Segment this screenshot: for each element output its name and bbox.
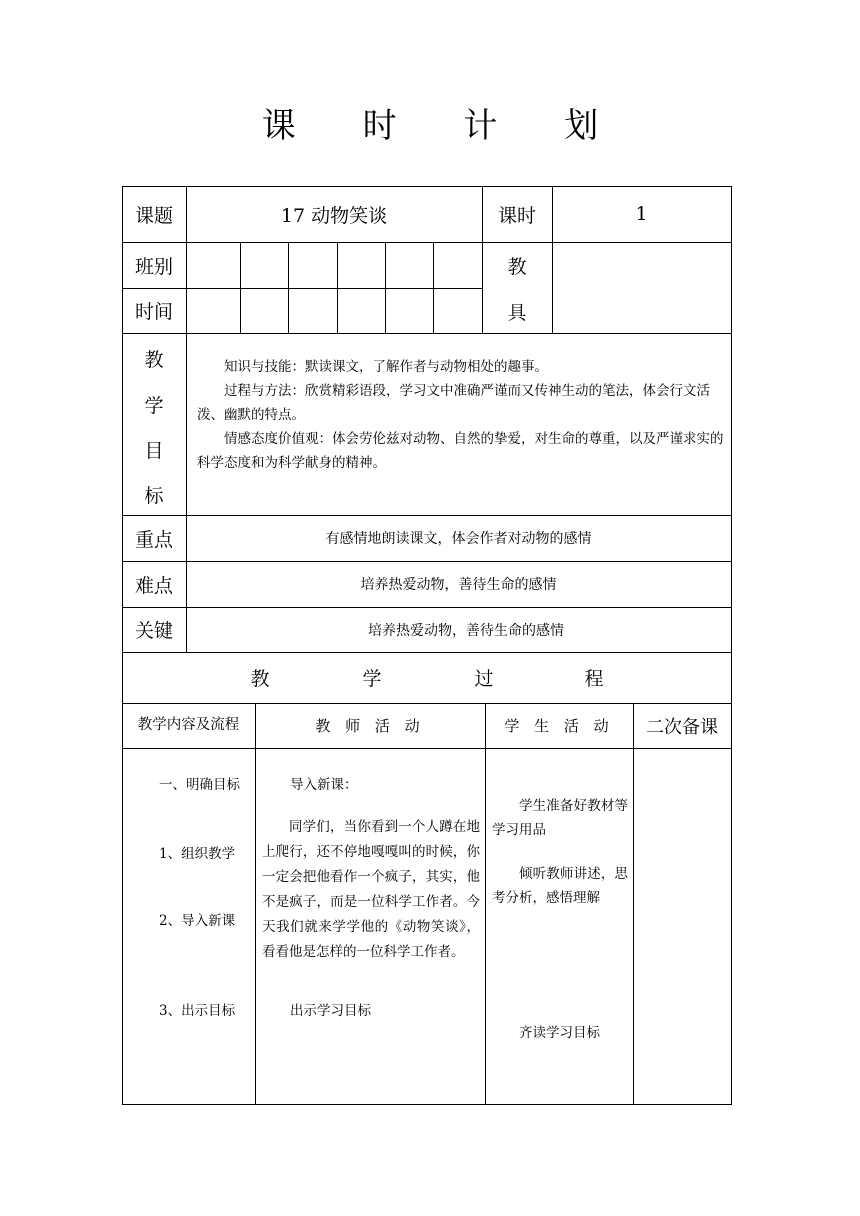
student-prepare: 学生准备好教材等学习用品 — [492, 798, 628, 838]
teacher-body: 同学们，当你看到一个人蹲在地上爬行，还不停地嘎嘎叫的时候，你一定会把他看作一个疯子，其实，他不是疯子，而是一位科学工作者。今天我们就来学学他的《动物笑谈》，看看他是怎样的一位科学工作者。 — [262, 819, 480, 960]
content-item: 一、明确目标 — [159, 777, 240, 793]
column-revision-header: 二次备课 — [646, 716, 718, 738]
content-item: 1、组织教学 — [159, 846, 236, 862]
objectives-content — [197, 355, 725, 475]
process-heading-char: 过 — [474, 668, 494, 690]
page-title: 课 时 计 划 — [261, 106, 627, 146]
tools-label-2: 具 — [507, 301, 527, 324]
objective-emotion: 情感态度价值观：体会劳伦兹对动物、自然的挚爱，对生命的尊重，以及严谨求实的科学态度和为科学献身的精神。 — [197, 431, 724, 471]
objectives-label-char: 学 — [144, 395, 164, 417]
topic-value: 17 动物笑谈 — [280, 204, 388, 227]
key-point-value: 有感情地朗读课文，体会作者对动物的感情 — [325, 531, 592, 547]
student-read: 齐读学习目标 — [519, 1025, 600, 1041]
process-heading-char: 学 — [362, 668, 382, 690]
objective-process: 过程与方法：欣赏精彩语段，学习文中准确严谨而又传神生动的笔法，体会行文活泼、幽默的特点。 — [197, 383, 710, 423]
column-teacher-header: 教 师 活 动 — [315, 717, 425, 735]
period-value: 1 — [635, 203, 648, 225]
column-student-header: 学 生 活 动 — [504, 717, 614, 735]
difficulty-label: 难点 — [134, 574, 173, 597]
process-heading-char: 程 — [584, 668, 604, 690]
objectives-label-char: 标 — [144, 485, 164, 507]
topic-label: 课题 — [134, 204, 173, 227]
class-label: 班别 — [134, 255, 173, 278]
key-label: 关键 — [134, 620, 173, 642]
tools-label-1: 教 — [507, 255, 527, 278]
objectives-label-char: 目 — [144, 440, 164, 462]
content-item: 2、导入新课 — [159, 913, 236, 929]
column-content-header: 教学内容及流程 — [137, 717, 240, 733]
time-label: 时间 — [134, 301, 173, 323]
key-point-label: 重点 — [134, 528, 173, 551]
teacher-show-objectives: 出示学习目标 — [290, 1003, 371, 1019]
objective-knowledge: 知识与技能：默读课文，了解作者与动物相处的趣事。 — [224, 359, 548, 375]
period-label: 课时 — [497, 204, 536, 227]
objectives-label-char: 教 — [144, 349, 164, 371]
difficulty-value: 培养热爱动物，善待生命的感情 — [360, 577, 557, 593]
teacher-intro: 导入新课： — [290, 777, 358, 793]
content-item: 3、出示目标 — [159, 1003, 236, 1019]
student-listen: 倾听教师讲述，思考分析，感悟理解 — [492, 866, 628, 906]
key-value: 培养热爱动物，善待生命的感情 — [368, 622, 564, 639]
process-heading-char: 教 — [250, 668, 270, 690]
